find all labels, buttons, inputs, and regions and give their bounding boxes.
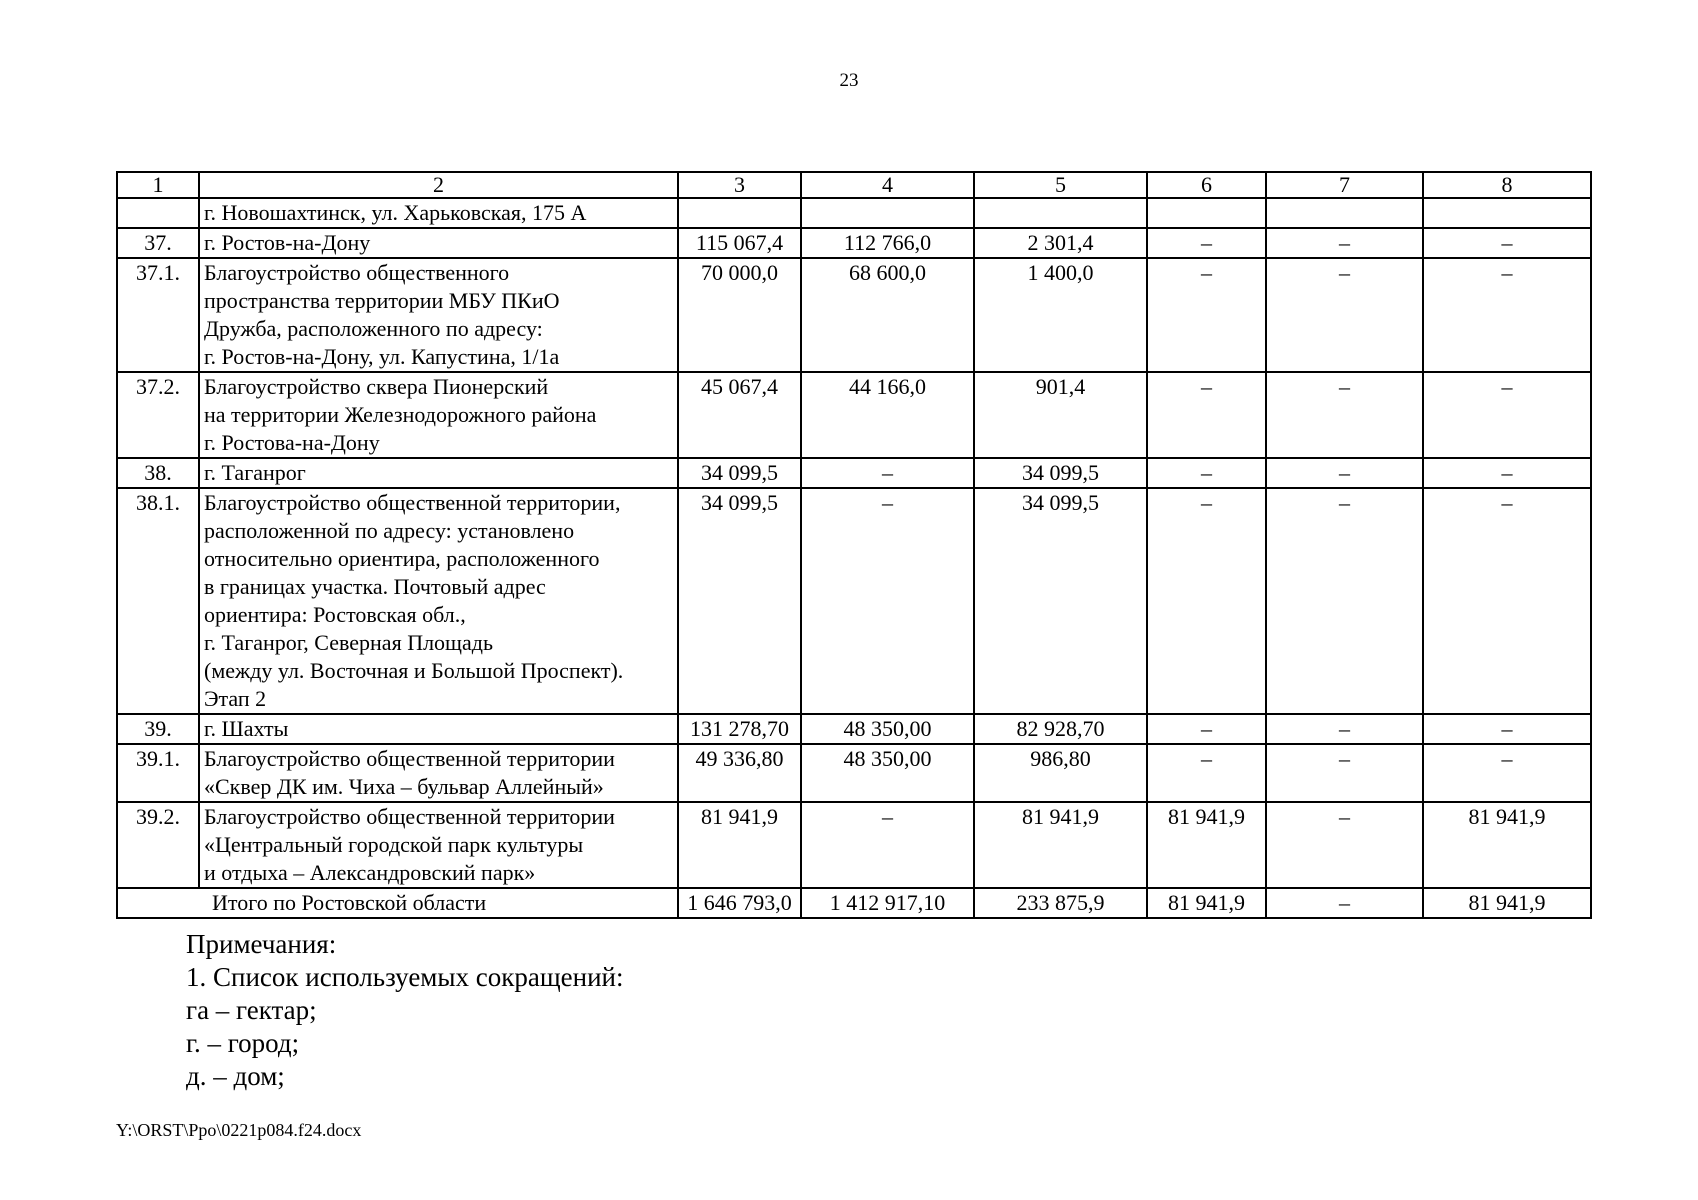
notes-section (186, 928, 623, 1093)
table-row (117, 488, 1591, 714)
value-cell: – (1266, 714, 1423, 744)
column-number: 2 (199, 172, 678, 198)
column-number: 1 (117, 172, 199, 198)
value-cell: 34 099,5 (974, 458, 1147, 488)
row-name-cell (199, 714, 678, 744)
row-number-cell: 39.1. (117, 744, 199, 802)
row-name-line: (между ул. Восточная и Большой Проспект). (204, 658, 624, 683)
row-number-cell: 37.2. (117, 372, 199, 458)
value-cell: – (1423, 228, 1591, 258)
row-name-line: Благоустройство общественного (204, 260, 510, 285)
table-row (117, 744, 1591, 802)
value-cell: – (1147, 488, 1266, 714)
row-number-cell: 38.1. (117, 488, 199, 714)
table-row (117, 802, 1591, 888)
table-row (117, 258, 1591, 372)
row-name-line: расположенной по адресу: установлено (204, 518, 575, 543)
value-cell: 82 928,70 (974, 714, 1147, 744)
row-name-cell (199, 802, 678, 888)
value-cell: 2 301,4 (974, 228, 1147, 258)
total-label-cell: Итого по Ростовской области (117, 888, 678, 918)
value-cell: 986,80 (974, 744, 1147, 802)
value-cell: – (1423, 744, 1591, 802)
value-cell: – (1266, 802, 1423, 888)
table-row (117, 458, 1591, 488)
value-cell: – (1423, 372, 1591, 458)
note-line: г. – город; (186, 1028, 300, 1058)
value-cell: – (801, 802, 974, 888)
row-name-line: г. Таганрог (204, 460, 306, 485)
value-cell: 34 099,5 (678, 488, 801, 714)
row-name-line: г. Таганрог, Северная Площадь (204, 630, 493, 655)
value-cell: – (1147, 258, 1266, 372)
row-name-line: пространства территории МБУ ПКиО (204, 288, 560, 313)
value-cell: 1 400,0 (974, 258, 1147, 372)
row-number-cell: 39.2. (117, 802, 199, 888)
row-name-cell (199, 744, 678, 802)
note-line: 1. Список используемых сокращений: (186, 962, 624, 992)
row-name-line: и отдыха – Александровский парк» (204, 860, 536, 885)
value-cell: 901,4 (974, 372, 1147, 458)
value-cell: 45 067,4 (678, 372, 801, 458)
total-value-cell: – (1266, 888, 1423, 918)
row-name-line: Благоустройство общественной территории (204, 746, 615, 771)
value-cell: 48 350,00 (801, 714, 974, 744)
value-cell: – (1147, 744, 1266, 802)
value-cell: – (1147, 458, 1266, 488)
row-name-cell (199, 372, 678, 458)
row-number-cell: 37.1. (117, 258, 199, 372)
total-value-cell: 81 941,9 (1423, 888, 1591, 918)
value-cell: 112 766,0 (801, 228, 974, 258)
column-number: 7 (1266, 172, 1423, 198)
value-cell: 68 600,0 (801, 258, 974, 372)
column-number: 4 (801, 172, 974, 198)
column-number: 5 (974, 172, 1147, 198)
table-row (117, 372, 1591, 458)
row-name-line: г. Ростов-на-Дону, ул. Капустина, 1/1а (204, 344, 560, 369)
value-cell: – (1147, 228, 1266, 258)
value-cell: 34 099,5 (974, 488, 1147, 714)
value-cell: – (1423, 488, 1591, 714)
budget-table (116, 171, 1592, 919)
value-cell (1266, 198, 1423, 228)
row-name-line: относительно ориентира, расположенного (204, 546, 600, 571)
value-cell: – (1266, 372, 1423, 458)
value-cell: – (1266, 258, 1423, 372)
value-cell: 44 166,0 (801, 372, 974, 458)
row-name-line: Благоустройство общественной территории (204, 804, 615, 829)
value-cell: – (1423, 258, 1591, 372)
table-row (117, 198, 1591, 228)
value-cell (974, 198, 1147, 228)
value-cell: 115 067,4 (678, 228, 801, 258)
notes-title: Примечания: (186, 929, 337, 959)
value-cell (1147, 198, 1266, 228)
value-cell: 131 278,70 (678, 714, 801, 744)
total-value-cell: 1 412 917,10 (801, 888, 974, 918)
row-name-cell (199, 198, 678, 228)
value-cell: – (1266, 228, 1423, 258)
value-cell: – (1266, 488, 1423, 714)
row-name-line: на территории Железнодорожного района (204, 402, 597, 427)
value-cell: 81 941,9 (678, 802, 801, 888)
note-line: га – гектар; (186, 995, 317, 1025)
row-number-cell (117, 198, 199, 228)
table-body (117, 172, 1591, 918)
value-cell: – (1147, 372, 1266, 458)
row-name-cell (199, 458, 678, 488)
value-cell: 49 336,80 (678, 744, 801, 802)
value-cell: – (1423, 458, 1591, 488)
row-name-cell (199, 228, 678, 258)
row-number-cell: 38. (117, 458, 199, 488)
value-cell: – (801, 488, 974, 714)
total-value-cell: 81 941,9 (1147, 888, 1266, 918)
row-number-cell: 37. (117, 228, 199, 258)
value-cell: 48 350,00 (801, 744, 974, 802)
row-name-line: Этап 2 (204, 686, 267, 711)
note-line: д. – дом; (186, 1061, 285, 1091)
column-number-row (117, 172, 1591, 198)
table-row (117, 714, 1591, 744)
row-name-line: г. Ростов-на-Дону (204, 230, 371, 255)
row-name-line: г. Ростова-на-Дону (204, 430, 380, 455)
value-cell: 81 941,9 (1423, 802, 1591, 888)
row-name-cell (199, 258, 678, 372)
row-number-cell: 39. (117, 714, 199, 744)
row-name-line: в границах участка. Почтовый адрес (204, 574, 546, 599)
column-number: 8 (1423, 172, 1591, 198)
total-value-cell: 233 875,9 (974, 888, 1147, 918)
row-name-line: Дружба, расположенного по адресу: (204, 316, 543, 341)
value-cell: – (801, 458, 974, 488)
row-name-line: г. Новошахтинск, ул. Харьковская, 175 А (204, 200, 587, 225)
total-value-cell: 1 646 793,0 (678, 888, 801, 918)
row-name-line: ориентира: Ростовская обл., (204, 602, 466, 627)
value-cell: – (1266, 744, 1423, 802)
row-name-line: «Сквер ДК им. Чиха – бульвар Аллейный» (204, 774, 604, 799)
column-number: 6 (1147, 172, 1266, 198)
file-path-footer: Y:\ORST\Ppo\0221p084.f24.docx (116, 1120, 362, 1140)
row-name-line: Благоустройство сквера Пионерский (204, 374, 549, 399)
value-cell (1423, 198, 1591, 228)
row-name-line: «Центральный городской парк культуры (204, 832, 584, 857)
value-cell: 81 941,9 (974, 802, 1147, 888)
value-cell (801, 198, 974, 228)
total-row (117, 888, 1591, 918)
row-name-line: г. Шахты (204, 716, 289, 741)
row-name-line: Благоустройство общественной территории, (204, 490, 621, 515)
value-cell: 34 099,5 (678, 458, 801, 488)
row-name-cell (199, 488, 678, 714)
value-cell (678, 198, 801, 228)
value-cell: – (1147, 714, 1266, 744)
page-number: 23 (839, 70, 859, 91)
table-row (117, 228, 1591, 258)
value-cell: – (1423, 714, 1591, 744)
column-number: 3 (678, 172, 801, 198)
value-cell: 70 000,0 (678, 258, 801, 372)
value-cell: – (1266, 458, 1423, 488)
value-cell: 81 941,9 (1147, 802, 1266, 888)
